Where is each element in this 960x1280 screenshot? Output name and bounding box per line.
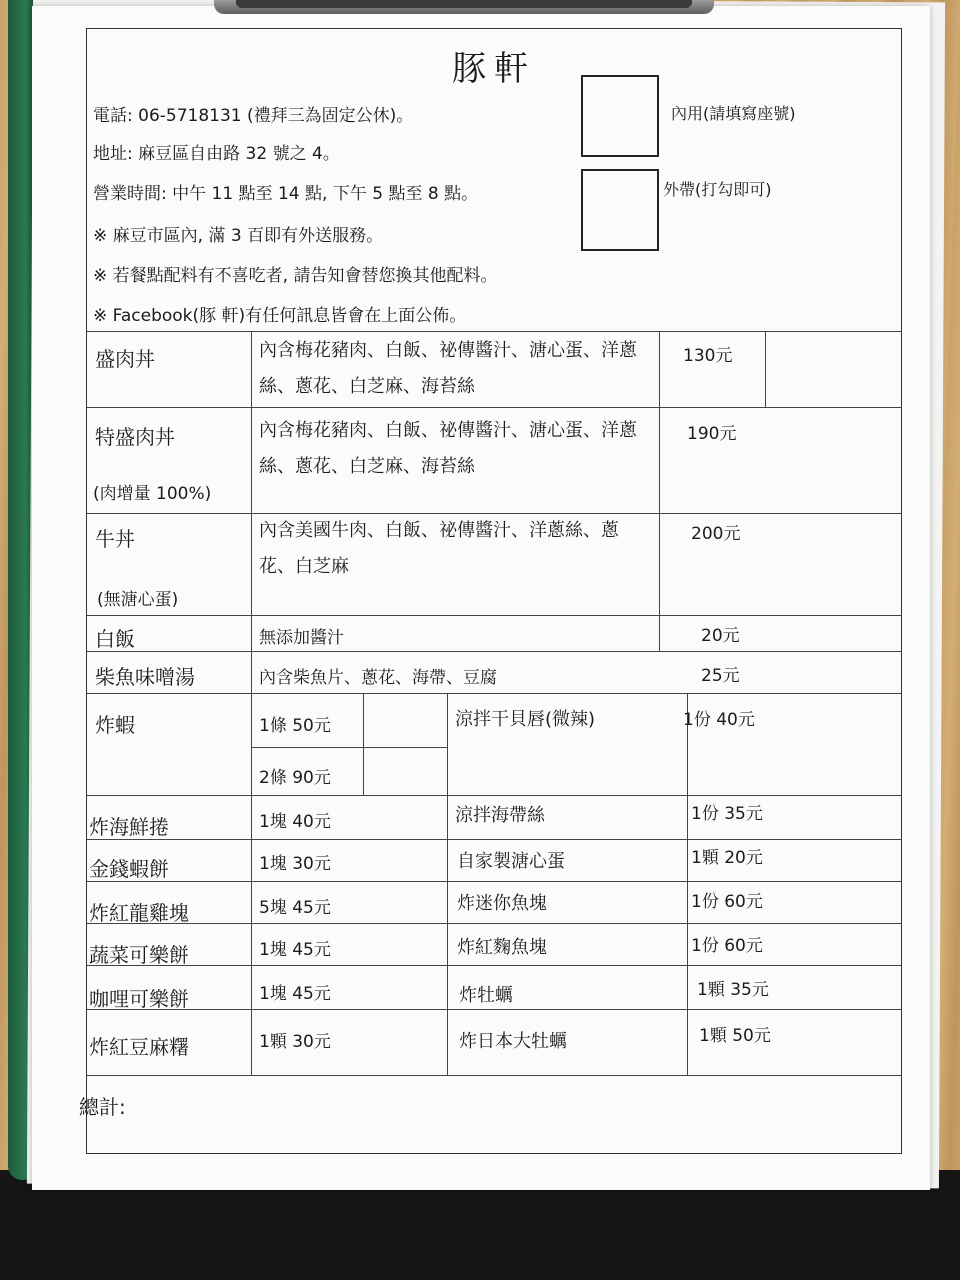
side-item-price: 5塊 45元	[259, 898, 331, 918]
menu-item-price: 20元	[701, 626, 740, 646]
menu-item-desc: 內含柴魚片、蔥花、海帶、豆腐	[259, 668, 497, 688]
ingredient-note: ※ 若餐點配料有不喜吃者, 請告知會替您換其他配料。	[93, 266, 498, 286]
side-item-price: 1顆 20元	[691, 848, 763, 868]
address-line: 地址: 麻豆區自由路 32 號之 4。	[93, 144, 340, 164]
side-item-price: 1份 35元	[691, 804, 763, 824]
side-item-price: 1份 40元	[683, 710, 755, 730]
restaurant-title: 豚軒	[452, 49, 536, 89]
side-item-price: 1份 60元	[691, 892, 763, 912]
menu-item-price: 200元	[691, 524, 741, 544]
side-item-price: 1份 60元	[691, 936, 763, 956]
clip-inner	[236, 0, 692, 8]
menu-item-price: 190元	[687, 424, 737, 444]
side-item-price: 1顆 50元	[699, 1026, 771, 1046]
menu-item-desc: 內含梅花豬肉、白飯、祕傳醬汁、溏心蛋、洋蔥絲、蔥花、白芝麻、海苔絲	[259, 340, 637, 397]
menu-item-desc: 內含美國牛肉、白飯、祕傳醬汁、洋蔥絲、蔥花、白芝麻	[259, 520, 619, 577]
menu-item-desc: 內含梅花豬肉、白飯、祕傳醬汁、溏心蛋、洋蔥絲、蔥花、白芝麻、海苔絲	[259, 420, 637, 477]
dine-in-label: 內用(請填寫座號)	[671, 104, 796, 123]
menu-item-price: 130元	[683, 346, 733, 366]
shrimp-option-2: 2條 90元	[259, 768, 331, 788]
side-item-price: 1塊 40元	[259, 812, 331, 832]
hours-line: 營業時間: 中午 11 點至 14 點, 下午 5 點至 8 點。	[93, 184, 479, 204]
side-item-name: 炸紅豆麻糬	[89, 1035, 189, 1059]
take-out-label: 外帶(打勾即可)	[663, 180, 772, 199]
shrimp-option-1: 1條 50元	[259, 716, 331, 736]
menu-item-name: 特盛肉丼	[95, 425, 175, 449]
menu-item-sub: (肉增量 100%)	[93, 484, 212, 504]
side-item-name: 炸紅麴魚塊	[457, 937, 547, 958]
side-item-name: 炸海鮮捲	[89, 815, 169, 839]
phone-line: 電話: 06-5718131 (禮拜三為固定公休)。	[93, 106, 414, 126]
menu-item-desc: 無添加醬汁	[259, 628, 344, 648]
side-item-name: 炸紅龍雞塊	[89, 901, 189, 925]
side-item-name: 金錢蝦餅	[89, 857, 169, 881]
side-item-price: 1顆 35元	[697, 980, 769, 1000]
menu-item-name: 柴魚味噌湯	[95, 665, 195, 689]
menu-item-price: 25元	[701, 666, 740, 686]
menu-item-sub: (無溏心蛋)	[97, 590, 179, 610]
side-item-name: 自家製溏心蛋	[457, 851, 565, 872]
facebook-note: ※ Facebook(豚 軒)有任何訊息皆會在上面公佈。	[93, 306, 467, 326]
side-item-name: 蔬菜可樂餅	[89, 943, 189, 967]
total-label: 總計:	[79, 1095, 126, 1119]
delivery-note: ※ 麻豆市區內, 滿 3 百即有外送服務。	[93, 226, 384, 246]
menu-item-name: 牛丼	[95, 527, 135, 551]
shrimp-name: 炸蝦	[95, 713, 135, 737]
side-item-price: 1塊 30元	[259, 854, 331, 874]
side-item-name: 涼拌海帶絲	[455, 805, 545, 826]
side-item-name: 炸迷你魚塊	[457, 893, 547, 914]
dine-in-checkbox[interactable]	[581, 75, 659, 157]
take-out-checkbox[interactable]	[581, 169, 659, 251]
menu-item-name: 白飯	[95, 627, 135, 651]
side-item-price: 1塊 45元	[259, 940, 331, 960]
side-item-name: 炸日本大牡蠣	[459, 1031, 567, 1052]
side-item-name: 涼拌干貝唇(微辣)	[455, 709, 596, 730]
side-item-price: 1塊 45元	[259, 984, 331, 1004]
side-item-name: 炸牡蠣	[459, 985, 513, 1006]
side-item-price: 1顆 30元	[259, 1032, 331, 1052]
side-item-name: 咖哩可樂餅	[89, 987, 189, 1011]
order-form	[79, 28, 902, 1154]
menu-item-name: 盛肉丼	[95, 347, 155, 371]
